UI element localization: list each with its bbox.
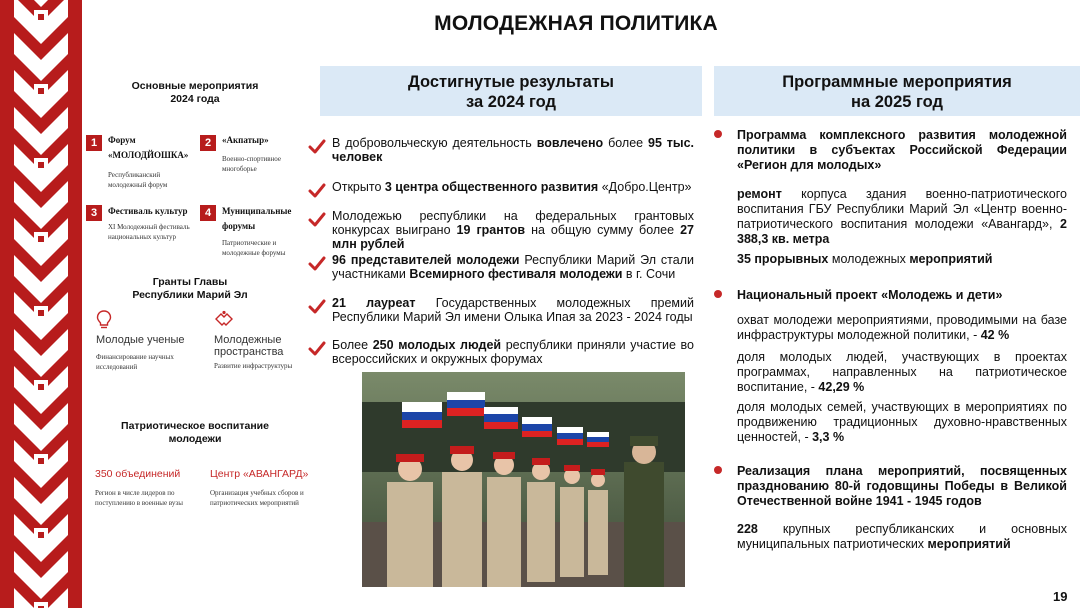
grant-desc: Финансирование научных исследований	[96, 353, 174, 371]
patriotic-title: Патриотическое воспитание молодежи	[121, 420, 269, 445]
program-item: ремонт корпуса здания военно-патриотического воспитания ГБУ Республики Марий Эл «Центр военно-патриотического воспитания молодежи «Авангард», 2 388,3 кв. метра	[737, 187, 1067, 246]
result-item: Более 250 молодых людей республики приняли участие во всероссийских и окружных форумах	[332, 338, 694, 366]
result-item: 21 лауреат Государственных молодежных премий Республики Марий Эл имени Олыка Ипая за 2023 - 2024 годы	[332, 296, 694, 324]
program-item: доля молодых людей, участвующих в проектах программах, направленных на патриотическое воспитание, - 42,29 %	[737, 350, 1067, 394]
event-desc: Республиканский молодежный форум	[108, 171, 168, 189]
grant-name: Молодые ученые	[96, 334, 185, 346]
ornament-border	[0, 0, 82, 608]
bullet-dot	[714, 130, 722, 138]
program-item: 228 крупных республиканских и основных муниципальных патриотических мероприятий	[737, 522, 1067, 551]
check-icon	[308, 138, 326, 156]
grants-title: Гранты Главы Республики Марий Эл	[132, 276, 248, 301]
check-icon	[308, 340, 326, 358]
programs-header: Программные мероприятия на 2025 год	[714, 66, 1080, 116]
main-events-title: Основные мероприятия 2024 года	[131, 80, 259, 105]
page-title: МОЛОДЕЖНАЯ ПОЛИТИКА	[434, 12, 718, 35]
program-title: Реализация плана мероприятий, посвященных празднованию 80-й годовщины Победы в Великой Отечественной войне 1941 - 1945 годов	[737, 464, 1067, 508]
program-item: 35 прорывных молодежных мероприятий	[737, 252, 993, 266]
results-header: Достигнутые результаты за 2024 год	[320, 66, 702, 116]
event-name: Фестиваль культур	[108, 206, 188, 216]
program-item: охват молодежи мероприятиями, проводимыми на базе инфраструктуры молодежной политики, - 42 %	[737, 313, 1067, 342]
check-icon	[308, 298, 326, 316]
youth-parade-photo	[362, 372, 685, 587]
result-item: 96 представителей молодежи Республики Марий Эл стали участниками Всемирного фестиваля молодежи в г. Сочи	[332, 253, 694, 281]
bullet-dot	[714, 290, 722, 298]
hands-icon	[214, 310, 234, 328]
event-number: 3	[86, 205, 102, 221]
event-name: Форум «МОЛОДЙОШКА»	[108, 135, 189, 160]
grant-desc: Развитие инфраструктуры	[214, 362, 293, 370]
check-icon	[308, 255, 326, 273]
program-title: Программа комплексного развития молодежной политики в субъектах Российской Федерации «Регион для молодых»	[737, 128, 1067, 172]
result-item: Открыто 3 центра общественного развития «Добро.Центр»	[332, 180, 692, 194]
result-item: Молодежью республики на федеральных грантовых конкурсах выиграно 19 грантов на общую сумму более 27 млн рублей	[332, 209, 694, 251]
result-item: В добровольческую деятельность вовлечено более 95 тыс. человек	[332, 136, 695, 164]
patriotic-center: Центр «АВАНГАРД»	[210, 468, 309, 480]
event-desc: XI Молодежный фестиваль национальных культур	[108, 223, 190, 241]
program-item: доля молодых семей, участвующих в мероприятиях по продвижению традиционных духовно-нравственных ценностей, - 3,3 %	[737, 400, 1067, 444]
patriotic-stat: 350 объединений	[95, 468, 181, 480]
patriotic-desc: Регион в числе лидеров по поступлению в военные вузы	[95, 489, 183, 507]
check-icon	[308, 211, 326, 229]
event-number: 1	[86, 135, 102, 151]
check-icon	[308, 182, 326, 200]
event-desc: Патриотические и молодежные форумы	[222, 239, 286, 257]
event-number: 2	[200, 135, 216, 151]
lightbulb-icon	[96, 310, 112, 330]
event-name: Муниципальные форумы	[222, 206, 292, 231]
event-number: 4	[200, 205, 216, 221]
page-number: 19	[1053, 589, 1068, 604]
program-title: Национальный проект «Молодежь и дети»	[737, 288, 1003, 302]
grant-name: Молодежные пространства	[214, 334, 284, 358]
event-desc: Военно-спортивное многоборье	[222, 155, 281, 173]
event-name: «Акпатыр»	[222, 135, 269, 145]
bullet-dot	[714, 466, 722, 474]
patriotic-desc: Организация учебных сборов и патриотических мероприятий	[210, 489, 304, 507]
